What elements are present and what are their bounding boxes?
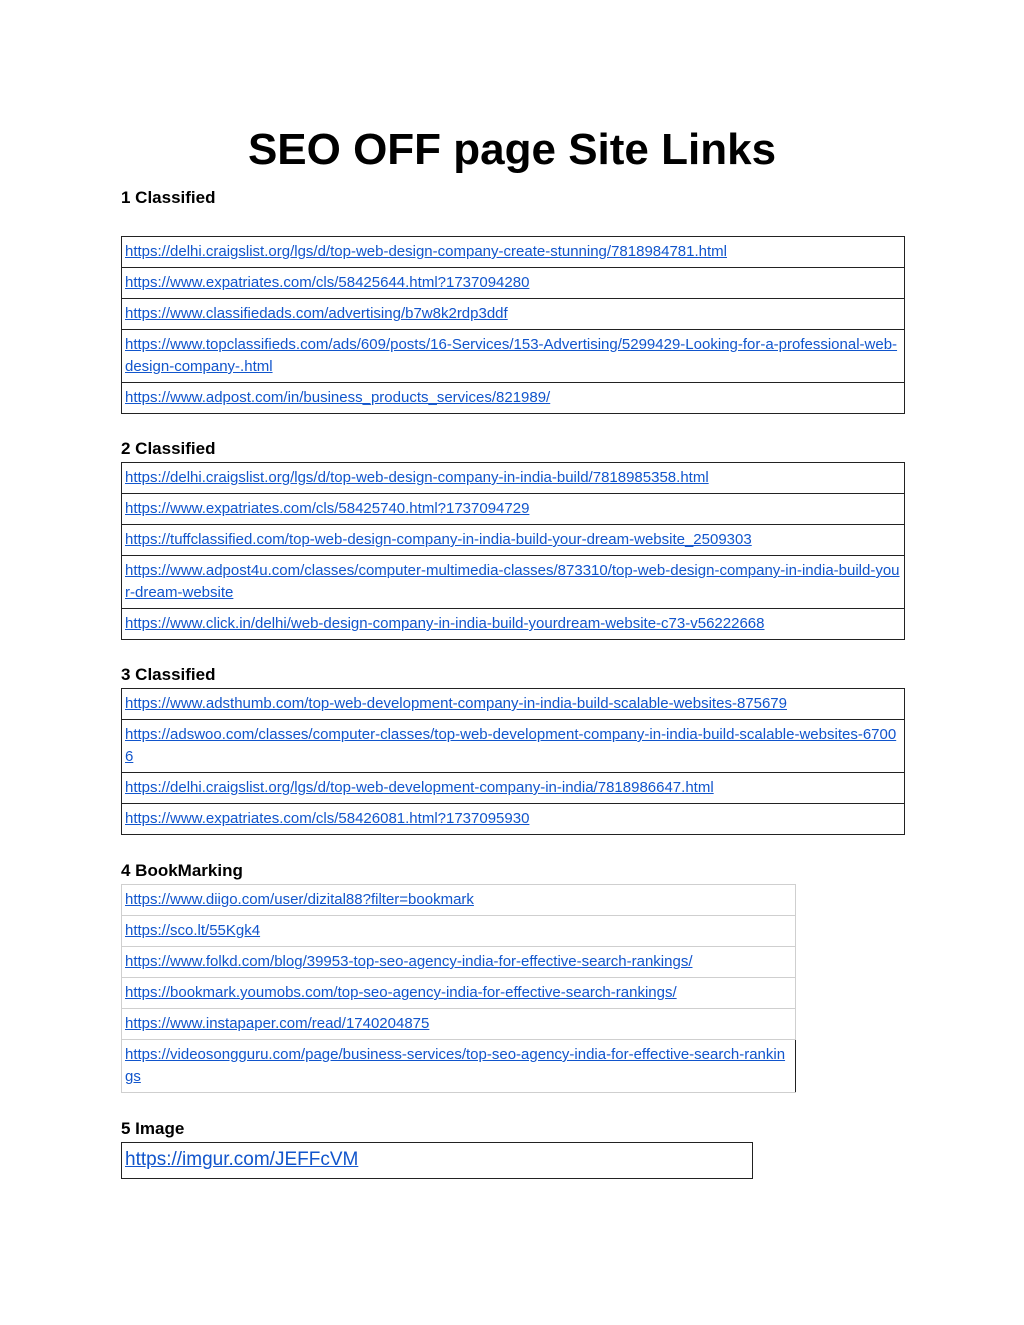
link-cell [122,1143,753,1179]
link[interactable]: https://www.expatriates.com/cls/58425740.html?1737094729 [125,500,530,517]
link-cell [122,383,905,414]
link[interactable]: https://imgur.com/JEFFcVM [125,1149,359,1170]
table-row [122,1143,753,1179]
link[interactable]: https://www.classifiedads.com/advertising/b7w8k2rdp3ddf [125,305,508,322]
table-row [122,383,905,414]
table-row [122,916,796,947]
section-heading-4-bookmarking: 4 BookMarking [121,861,243,880]
link[interactable]: https://www.click.in/delhi/web-design-company-in-india-build-yourdream-website-c73-v56222668 [125,615,765,632]
table-row [122,947,796,978]
link-cell [122,1009,796,1040]
link-cell [122,804,905,835]
table-row [122,525,905,556]
link[interactable]: https://videosongguru.com/page/business-services/top-seo-agency-india-for-effective-search-rankings [125,1046,786,1085]
link[interactable]: https://www.topclassifieds.com/ads/609/posts/16-Services/153-Advertising/5299429-Looking-for-a-professional-web-design-company-.html [125,336,898,375]
table-row [122,885,796,916]
link-cell [122,773,905,804]
table-row [122,463,905,494]
link[interactable]: https://tuffclassified.com/top-web-design-company-in-india-build-your-dream-website_2509303 [125,531,752,548]
section-heading-2-classified: 2 Classified [121,439,216,458]
table-row [122,773,905,804]
links-table-4-bookmarking [121,884,796,1093]
link-cell [122,689,905,720]
table-row [122,609,905,640]
table-row [122,299,905,330]
link[interactable]: https://adswoo.com/classes/computer-classes/top-web-development-company-in-india-build-scalable-websites-67006 [125,726,897,765]
section-heading-1-classified: 1 Classified [121,188,216,207]
link-cell [122,885,796,916]
link-cell [122,525,905,556]
link-cell [122,494,905,525]
link-cell [122,720,905,773]
link[interactable]: https://www.adsthumb.com/top-web-development-company-in-india-build-scalable-websites-875679 [125,695,787,712]
links-table-1-classified [121,236,905,414]
table-row [122,330,905,383]
link[interactable]: https://www.adpost4u.com/classes/computer-multimedia-classes/873310/top-web-design-company-in-india-build-your-dream-website [125,562,900,601]
link-cell [122,237,905,268]
table-row [122,720,905,773]
link[interactable]: https://www.folkd.com/blog/39953-top-seo-agency-india-for-effective-search-rankings/ [125,953,693,970]
table-row [122,556,905,609]
link-cell [122,299,905,330]
link[interactable]: https://www.expatriates.com/cls/58426081.html?1737095930 [125,810,530,827]
table-row [122,978,796,1009]
page-title: SEO OFF page Site Links [247,125,777,174]
table-row [122,804,905,835]
table-row [122,494,905,525]
link-cell [122,1040,796,1093]
link[interactable]: https://delhi.craigslist.org/lgs/d/top-web-development-company-in-india/7818986647.html [125,779,714,796]
link-cell [122,463,905,494]
section-heading-3-classified: 3 Classified [121,665,216,684]
link-cell [122,330,905,383]
link[interactable]: https://www.adpost.com/in/business_products_services/821989/ [125,389,551,406]
link[interactable]: https://sco.lt/55Kgk4 [125,922,261,939]
links-table-3-classified [121,688,905,835]
link-cell [122,916,796,947]
table-row [122,689,905,720]
link[interactable]: https://www.diigo.com/user/dizital88?filter=bookmark [125,891,474,908]
section-heading-5-image: 5 Image [121,1119,185,1138]
link[interactable]: https://www.expatriates.com/cls/58425644.html?1737094280 [125,274,530,291]
links-table-5-image [121,1142,753,1179]
link[interactable]: https://delhi.craigslist.org/lgs/d/top-web-design-company-create-stunning/7818984781.html [125,243,727,260]
link-cell [122,556,905,609]
link[interactable]: https://delhi.craigslist.org/lgs/d/top-web-design-company-in-india-build/7818985358.html [125,469,709,486]
link-cell [122,978,796,1009]
link[interactable]: https://bookmark.youmobs.com/top-seo-agency-india-for-effective-search-rankings/ [125,984,677,1001]
links-table-2-classified [121,462,905,640]
link[interactable]: https://www.instapaper.com/read/1740204875 [125,1015,430,1032]
table-row [122,268,905,299]
link-cell [122,268,905,299]
table-row [122,1040,796,1093]
table-row [122,1009,796,1040]
link-cell [122,947,796,978]
link-cell [122,609,905,640]
table-row [122,237,905,268]
